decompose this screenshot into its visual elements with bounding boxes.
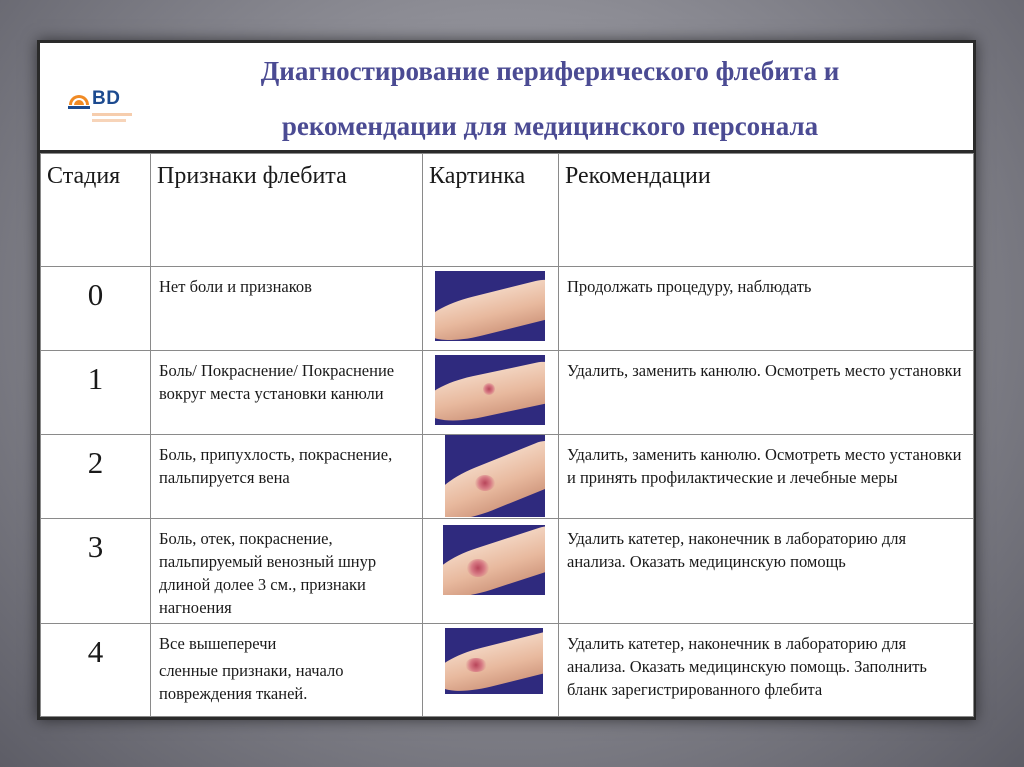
column-header-stage: Стадия <box>41 154 151 267</box>
table-header-row <box>41 154 974 267</box>
stage-cell: 2 <box>41 435 151 519</box>
table-row <box>41 435 974 519</box>
signs-cell <box>151 624 423 717</box>
bd-logo <box>66 90 146 130</box>
page-title-line-1: Диагностирование периферического флебита и <box>260 56 840 86</box>
logo-tagline <box>92 113 132 116</box>
recommendation-cell: Удалить, заменить канюлю. Осмотреть место установки и принять профилактические и лечебные меры <box>559 435 974 519</box>
phlebitis-table <box>40 153 973 717</box>
signs-cell: Боль/ Покраснение/ Покраснение вокруг места установки канюли <box>151 351 423 435</box>
arm-photo-stage-4 <box>445 628 543 694</box>
table-row <box>41 351 974 435</box>
arm-photo-stage-1 <box>435 355 545 425</box>
recommendation-cell: Удалить катетер, наконечник в лабораторию для анализа. Оказать медицинскую помощь. Заполнить бланк зарегистрированного флебита <box>559 624 974 717</box>
arm-photo-stage-3 <box>443 525 545 595</box>
table-row <box>41 267 974 351</box>
slide <box>37 40 976 720</box>
logo-tagline-secondary <box>92 119 126 122</box>
signs-cell: Боль, припухлость, покраснение, пальпируется вена <box>151 435 423 519</box>
picture-cell <box>423 624 559 717</box>
column-header-picture: Картинка <box>423 154 559 267</box>
table-row <box>41 519 974 624</box>
picture-cell <box>423 351 559 435</box>
table-row <box>41 624 974 717</box>
arm-photo-stage-0 <box>435 271 545 341</box>
column-header-recommendations: Рекомендации <box>559 154 974 267</box>
picture-cell <box>423 267 559 351</box>
stage-cell: 4 <box>41 624 151 717</box>
recommendation-cell: Удалить катетер, наконечник в лабораторию для анализа. Оказать медицинскую помощь <box>559 519 974 624</box>
signs-line-2: сленные признаки, начало повреждения тканей. <box>159 661 344 703</box>
arm-photo-stage-2 <box>445 435 545 517</box>
stage-cell: 3 <box>41 519 151 624</box>
bd-logo-text: BD <box>92 88 121 109</box>
recommendation-cell: Продолжать процедуру, наблюдать <box>559 267 974 351</box>
stage-cell: 1 <box>41 351 151 435</box>
picture-cell <box>423 435 559 519</box>
stage-cell: 0 <box>41 267 151 351</box>
picture-cell <box>423 519 559 624</box>
column-header-signs: Признаки флебита <box>151 154 423 267</box>
recommendation-cell: Удалить, заменить канюлю. Осмотреть место установки <box>559 351 974 435</box>
page-title-line-2: рекомендации для медицинского персонала <box>281 111 819 141</box>
signs-cell: Нет боли и признаков <box>151 267 423 351</box>
bd-sun-icon <box>68 91 90 111</box>
signs-cell: Боль, отек, покраснение, пальпируемый венозный шнур длиной долее 3 см., признаки нагноения <box>151 519 423 624</box>
signs-line-1: Все вышеперечи <box>159 634 277 653</box>
slide-header <box>40 43 973 150</box>
